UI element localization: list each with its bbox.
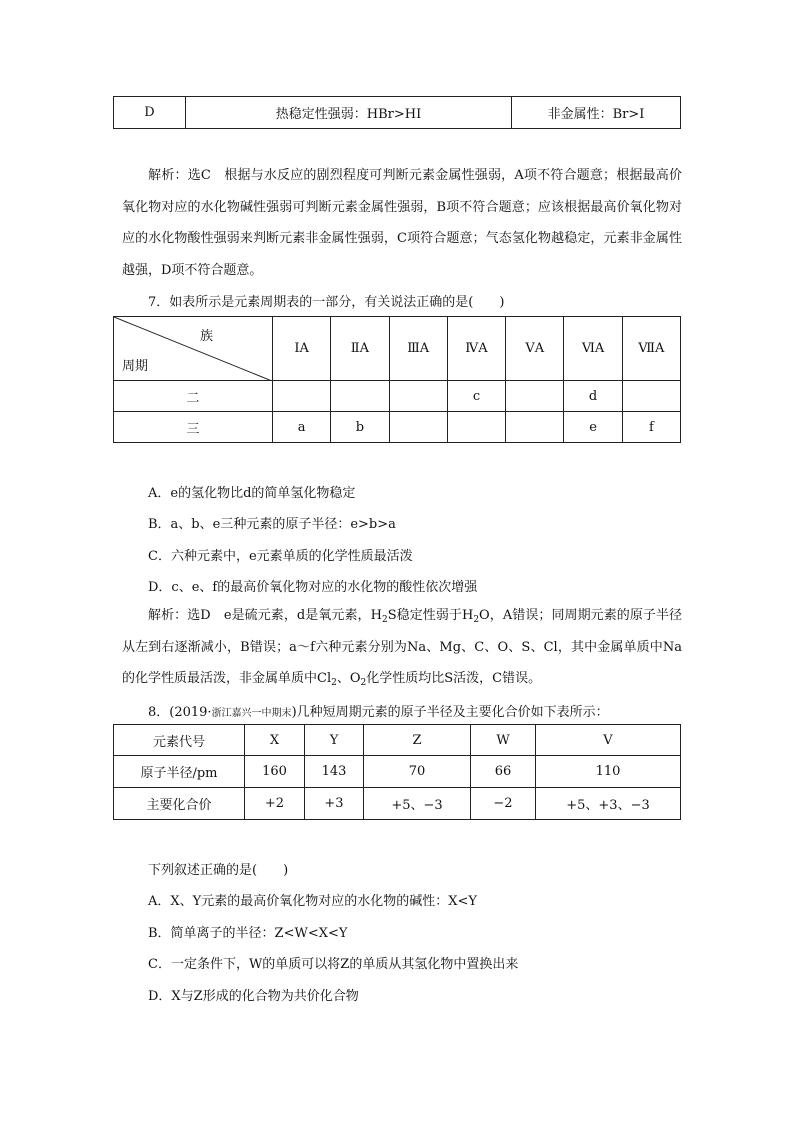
table-cell: f [622,412,680,443]
group-header: ⅥA [564,317,622,381]
table-header: Z [364,725,471,756]
q7-stem: 7．如表所示是元素周期表的一部分，有关说法正确的是( ) [148,295,505,310]
group-header: ⅦA [622,317,680,381]
table-header: Y [305,725,364,756]
table-cell: 70 [364,756,471,788]
table-header: W [471,725,536,756]
q8-ask: 下列叙述正确的是( ) [148,863,289,878]
table-cell: 66 [471,756,536,788]
table-row [114,788,681,820]
q6-option-label: D [114,97,186,129]
table-cell: e [564,412,622,443]
q7-periodic-table [113,316,681,443]
table-cell: +5、−3 [364,788,471,820]
table-row [114,756,681,788]
table-header: X [245,725,305,756]
table-cell [331,381,389,412]
table-cell: 110 [536,756,681,788]
q8-stem: 8．(2019·浙江嘉兴一中期末)几种短周期元素的原子半径及主要化合价如下表所示： [148,705,609,720]
q6-analysis [122,160,682,286]
table-cell: +2 [245,788,305,820]
table-row [114,725,681,756]
group-header: ⅡA [331,317,389,381]
table-row [114,381,681,412]
table-cell: c [447,381,505,412]
table-cell: 143 [305,756,364,788]
header-group-label: 族 [200,329,214,344]
group-header: ⅠA [273,317,331,381]
table-cell: 160 [245,756,305,788]
q7-option-a: A．e的氢化物比d的简单氢化物稳定 [148,486,356,501]
table-cell [447,412,505,443]
group-header: ⅣA [447,317,505,381]
table-cell: b [331,412,389,443]
table-cell [506,381,564,412]
table-cell [273,381,331,412]
q8-source: 浙江嘉兴一中期末 [211,708,292,719]
table-cell [506,412,564,443]
group-header: ⅢA [389,317,447,381]
q6-option-basis: 热稳定性强弱：HBr>HI [186,97,512,129]
q8-option-b: B．简单离子的半径：Z<W<X<Y [148,926,348,941]
table-header: V [536,725,681,756]
table-cell: a [273,412,331,443]
q7-option-d: D．c、e、f的最高价氧化物对应的水化物的酸性依次增强 [148,580,478,595]
q7-analysis: 解析：选D e是硫元素，d是氧元素，$H_2S$稳定性弱于$H_2O$，A错误；同周期元素的原子半径从左到右逐渐减小，B错误；a～f六种元素分别为Na、Mg、C、O、S、Cl，其中金属单质中Na的化学性质最活泼，非金属单质中$Cl_2$、$O_2$化学性质均比S活泼，C错误。 [122,608,683,688]
table-cell [389,381,447,412]
period-label: 三 [114,412,273,443]
q8-option-a: A．X、Y元素的最高价氧化物对应的水化物的碱性：X<Y [148,894,477,909]
q8-element-table [113,724,681,820]
table-cell: −2 [471,788,536,820]
table-header: 元素代号 [114,725,245,756]
q6-table-row-d [113,96,681,129]
header-period-label: 周期 [122,359,149,374]
table-cell: +5、+3、−3 [536,788,681,820]
q8-option-c: C．一定条件下，W的单质可以将Z的单质从其氢化物中置换出来 [148,957,519,972]
table-cell [622,381,680,412]
q6-analysis-label: 解析： [148,168,188,183]
table-cell: 原子半径/pm [114,756,245,788]
table-row [114,412,681,443]
q7-diagonal-header [114,317,273,381]
q7-option-b: B．a、b、e三种元素的原子半径：e>b>a [148,517,396,532]
group-header: ⅤA [506,317,564,381]
q7-option-c: C．六种元素中，e元素单质的化学性质最活泼 [148,549,413,564]
table-cell: +3 [305,788,364,820]
q6-analysis-text: 选C 根据与水反应的剧烈程度可判断元素金属性强弱，A项不符合题意；根据最高价氧化物对应的水化物碱性强弱可判断元素金属性强弱，B项不符合题意；应该根据最高价氧化物对应的水化物酸性强弱来判断元素非金属性强弱，C项符合题意；气态氢化物越稳定，元素非金属性越强，D项不符合题意。 [122,168,682,278]
q6-option-conclusion: 非金属性：Br>I [512,97,681,129]
table-cell: d [564,381,622,412]
q8-option-d: D．X与Z形成的化合物为共价化合物 [148,989,359,1004]
table-cell [389,412,447,443]
period-label: 二 [114,381,273,412]
table-cell: 主要化合价 [114,788,245,820]
